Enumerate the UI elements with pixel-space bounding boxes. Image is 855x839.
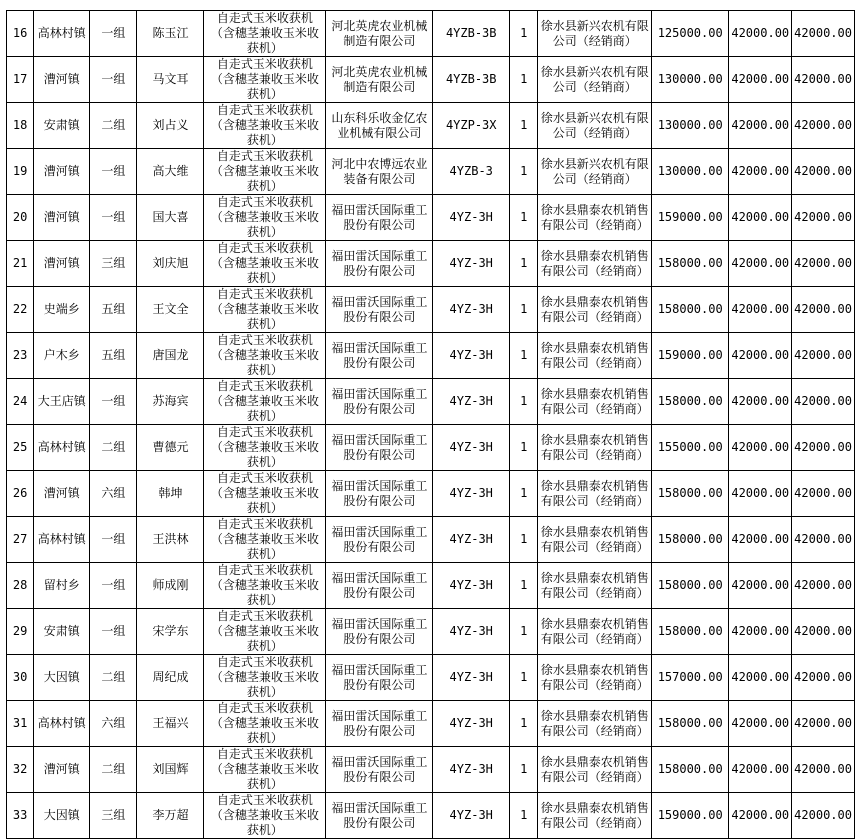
group-cell: 一组 — [90, 149, 137, 195]
group-cell: 一组 — [90, 609, 137, 655]
quantity-cell: 1 — [509, 103, 537, 149]
quantity-cell: 1 — [509, 287, 537, 333]
town-cell: 漕河镇 — [34, 471, 90, 517]
model-cell: 4YZ-3H — [433, 241, 510, 287]
machine-cell: 自走式玉米收获机（含穗茎兼收玉米收获机） — [204, 149, 326, 195]
dealer-cell: 徐水县鼎泰农机销售有限公司（经销商） — [538, 517, 652, 563]
name-cell: 曹德元 — [137, 425, 204, 471]
machine-cell: 自走式玉米收获机（含穗茎兼收玉米收获机） — [204, 57, 326, 103]
quantity-cell: 1 — [509, 701, 537, 747]
group-cell: 二组 — [90, 747, 137, 793]
maker-cell: 福田雷沃国际重工股份有限公司 — [326, 609, 433, 655]
table-row — [7, 563, 855, 609]
quantity-cell: 1 — [509, 471, 537, 517]
row-number: 22 — [7, 287, 34, 333]
town-cell: 安肃镇 — [34, 103, 90, 149]
row-number: 21 — [7, 241, 34, 287]
name-cell: 高大维 — [137, 149, 204, 195]
table-row — [7, 287, 855, 333]
name-cell: 国大喜 — [137, 195, 204, 241]
machine-cell: 自走式玉米收获机（含穗茎兼收玉米收获机） — [204, 747, 326, 793]
quantity-cell: 1 — [509, 149, 537, 195]
dealer-cell: 徐水县鼎泰农机销售有限公司（经销商） — [538, 793, 652, 839]
subsidy-total-cell: 42000.00 — [792, 609, 855, 655]
row-number: 16 — [7, 11, 34, 57]
dealer-cell: 徐水县新兴农机有限公司（经销商） — [538, 57, 652, 103]
subsidy-cell: 42000.00 — [729, 241, 792, 287]
subsidy-total-cell: 42000.00 — [792, 793, 855, 839]
maker-cell: 山东科乐收金亿农业机械有限公司 — [326, 103, 433, 149]
maker-cell: 福田雷沃国际重工股份有限公司 — [326, 747, 433, 793]
price-cell: 158000.00 — [652, 241, 729, 287]
price-cell: 159000.00 — [652, 195, 729, 241]
town-cell: 漕河镇 — [34, 57, 90, 103]
machine-cell: 自走式玉米收获机（含穗茎兼收玉米收获机） — [204, 195, 326, 241]
subsidy-cell: 42000.00 — [729, 103, 792, 149]
model-cell: 4YZB-3B — [433, 11, 510, 57]
town-cell: 大王店镇 — [34, 379, 90, 425]
subsidy-total-cell: 42000.00 — [792, 425, 855, 471]
town-cell: 高林村镇 — [34, 701, 90, 747]
dealer-cell: 徐水县鼎泰农机销售有限公司（经销商） — [538, 701, 652, 747]
maker-cell: 福田雷沃国际重工股份有限公司 — [326, 333, 433, 379]
maker-cell: 福田雷沃国际重工股份有限公司 — [326, 379, 433, 425]
town-cell: 漕河镇 — [34, 195, 90, 241]
town-cell: 史端乡 — [34, 287, 90, 333]
table-row — [7, 609, 855, 655]
name-cell: 陈玉江 — [137, 11, 204, 57]
model-cell: 4YZ-3H — [433, 747, 510, 793]
quantity-cell: 1 — [509, 379, 537, 425]
model-cell: 4YZ-3H — [433, 563, 510, 609]
subsidy-cell: 42000.00 — [729, 609, 792, 655]
group-cell: 六组 — [90, 471, 137, 517]
maker-cell: 福田雷沃国际重工股份有限公司 — [326, 195, 433, 241]
group-cell: 一组 — [90, 11, 137, 57]
town-cell: 高林村镇 — [34, 11, 90, 57]
model-cell: 4YZ-3H — [433, 517, 510, 563]
table-row — [7, 195, 855, 241]
row-number: 20 — [7, 195, 34, 241]
row-number: 23 — [7, 333, 34, 379]
row-number: 30 — [7, 655, 34, 701]
price-cell: 158000.00 — [652, 609, 729, 655]
name-cell: 刘庆旭 — [137, 241, 204, 287]
model-cell: 4YZ-3H — [433, 471, 510, 517]
group-cell: 六组 — [90, 701, 137, 747]
table-row — [7, 57, 855, 103]
subsidy-total-cell: 42000.00 — [792, 379, 855, 425]
maker-cell: 福田雷沃国际重工股份有限公司 — [326, 563, 433, 609]
machine-cell: 自走式玉米收获机（含穗茎兼收玉米收获机） — [204, 563, 326, 609]
group-cell: 五组 — [90, 333, 137, 379]
dealer-cell: 徐水县鼎泰农机销售有限公司（经销商） — [538, 379, 652, 425]
subsidy-total-cell: 42000.00 — [792, 57, 855, 103]
maker-cell: 福田雷沃国际重工股份有限公司 — [326, 425, 433, 471]
table-row — [7, 11, 855, 57]
maker-cell: 河北英虎农业机械制造有限公司 — [326, 11, 433, 57]
name-cell: 王文全 — [137, 287, 204, 333]
machine-cell: 自走式玉米收获机（含穗茎兼收玉米收获机） — [204, 701, 326, 747]
dealer-cell: 徐水县鼎泰农机销售有限公司（经销商） — [538, 471, 652, 517]
price-cell: 158000.00 — [652, 471, 729, 517]
price-cell: 158000.00 — [652, 747, 729, 793]
price-cell: 159000.00 — [652, 333, 729, 379]
row-number: 17 — [7, 57, 34, 103]
model-cell: 4YZB-3 — [433, 149, 510, 195]
subsidy-total-cell: 42000.00 — [792, 655, 855, 701]
subsidy-cell: 42000.00 — [729, 701, 792, 747]
name-cell: 刘国辉 — [137, 747, 204, 793]
row-number: 19 — [7, 149, 34, 195]
price-cell: 158000.00 — [652, 379, 729, 425]
table-row — [7, 747, 855, 793]
table-row — [7, 149, 855, 195]
town-cell: 漕河镇 — [34, 241, 90, 287]
dealer-cell: 徐水县新兴农机有限公司（经销商） — [538, 149, 652, 195]
town-cell: 大因镇 — [34, 793, 90, 839]
subsidy-cell: 42000.00 — [729, 471, 792, 517]
quantity-cell: 1 — [509, 655, 537, 701]
dealer-cell: 徐水县鼎泰农机销售有限公司（经销商） — [538, 563, 652, 609]
quantity-cell: 1 — [509, 333, 537, 379]
subsidy-total-cell: 42000.00 — [792, 287, 855, 333]
quantity-cell: 1 — [509, 793, 537, 839]
subsidy-cell: 42000.00 — [729, 655, 792, 701]
machine-cell: 自走式玉米收获机（含穗茎兼收玉米收获机） — [204, 333, 326, 379]
subsidy-total-cell: 42000.00 — [792, 195, 855, 241]
dealer-cell: 徐水县新兴农机有限公司（经销商） — [538, 11, 652, 57]
group-cell: 一组 — [90, 379, 137, 425]
machine-cell: 自走式玉米收获机（含穗茎兼收玉米收获机） — [204, 103, 326, 149]
subsidy-cell: 42000.00 — [729, 333, 792, 379]
table-row — [7, 655, 855, 701]
name-cell: 苏海宾 — [137, 379, 204, 425]
table-row — [7, 241, 855, 287]
model-cell: 4YZP-3X — [433, 103, 510, 149]
town-cell: 留村乡 — [34, 563, 90, 609]
dealer-cell: 徐水县新兴农机有限公司（经销商） — [538, 103, 652, 149]
machine-cell: 自走式玉米收获机（含穗茎兼收玉米收获机） — [204, 609, 326, 655]
dealer-cell: 徐水县鼎泰农机销售有限公司（经销商） — [538, 655, 652, 701]
town-cell: 大因镇 — [34, 655, 90, 701]
model-cell: 4YZ-3H — [433, 195, 510, 241]
row-number: 27 — [7, 517, 34, 563]
name-cell: 唐国龙 — [137, 333, 204, 379]
price-cell: 158000.00 — [652, 701, 729, 747]
table-row — [7, 103, 855, 149]
subsidy-total-cell: 42000.00 — [792, 471, 855, 517]
price-cell: 130000.00 — [652, 149, 729, 195]
price-cell: 158000.00 — [652, 563, 729, 609]
group-cell: 三组 — [90, 241, 137, 287]
name-cell: 韩坤 — [137, 471, 204, 517]
group-cell: 一组 — [90, 517, 137, 563]
quantity-cell: 1 — [509, 609, 537, 655]
name-cell: 宋学东 — [137, 609, 204, 655]
maker-cell: 河北中农博远农业装备有限公司 — [326, 149, 433, 195]
price-cell: 158000.00 — [652, 517, 729, 563]
row-number: 31 — [7, 701, 34, 747]
town-cell: 漕河镇 — [34, 747, 90, 793]
model-cell: 4YZ-3H — [433, 287, 510, 333]
subsidy-total-cell: 42000.00 — [792, 333, 855, 379]
table-row — [7, 701, 855, 747]
table-row — [7, 425, 855, 471]
subsidy-cell: 42000.00 — [729, 747, 792, 793]
maker-cell: 福田雷沃国际重工股份有限公司 — [326, 655, 433, 701]
dealer-cell: 徐水县鼎泰农机销售有限公司（经销商） — [538, 609, 652, 655]
row-number: 32 — [7, 747, 34, 793]
subsidy-cell: 42000.00 — [729, 287, 792, 333]
maker-cell: 福田雷沃国际重工股份有限公司 — [326, 793, 433, 839]
subsidy-cell: 42000.00 — [729, 425, 792, 471]
subsidy-cell: 42000.00 — [729, 149, 792, 195]
model-cell: 4YZ-3H — [433, 379, 510, 425]
maker-cell: 福田雷沃国际重工股份有限公司 — [326, 287, 433, 333]
row-number: 33 — [7, 793, 34, 839]
maker-cell: 福田雷沃国际重工股份有限公司 — [326, 241, 433, 287]
dealer-cell: 徐水县鼎泰农机销售有限公司（经销商） — [538, 333, 652, 379]
dealer-cell: 徐水县鼎泰农机销售有限公司（经销商） — [538, 747, 652, 793]
town-cell: 漕河镇 — [34, 149, 90, 195]
model-cell: 4YZ-3H — [433, 609, 510, 655]
group-cell: 五组 — [90, 287, 137, 333]
maker-cell: 福田雷沃国际重工股份有限公司 — [326, 517, 433, 563]
group-cell: 二组 — [90, 103, 137, 149]
machine-cell: 自走式玉米收获机（含穗茎兼收玉米收获机） — [204, 655, 326, 701]
row-number: 28 — [7, 563, 34, 609]
model-cell: 4YZ-3H — [433, 655, 510, 701]
name-cell: 王洪林 — [137, 517, 204, 563]
machine-cell: 自走式玉米收获机（含穗茎兼收玉米收获机） — [204, 241, 326, 287]
subsidy-cell: 42000.00 — [729, 57, 792, 103]
subsidy-cell: 42000.00 — [729, 11, 792, 57]
table-row — [7, 517, 855, 563]
row-number: 25 — [7, 425, 34, 471]
group-cell: 二组 — [90, 425, 137, 471]
group-cell: 一组 — [90, 57, 137, 103]
name-cell: 李万超 — [137, 793, 204, 839]
model-cell: 4YZ-3H — [433, 701, 510, 747]
price-cell: 155000.00 — [652, 425, 729, 471]
quantity-cell: 1 — [509, 195, 537, 241]
name-cell: 师成刚 — [137, 563, 204, 609]
machine-cell: 自走式玉米收获机（含穗茎兼收玉米收获机） — [204, 425, 326, 471]
group-cell: 一组 — [90, 563, 137, 609]
town-cell: 高林村镇 — [34, 517, 90, 563]
quantity-cell: 1 — [509, 57, 537, 103]
subsidy-table — [6, 10, 855, 839]
name-cell: 王福兴 — [137, 701, 204, 747]
dealer-cell: 徐水县鼎泰农机销售有限公司（经销商） — [538, 241, 652, 287]
quantity-cell: 1 — [509, 11, 537, 57]
quantity-cell: 1 — [509, 747, 537, 793]
price-cell: 157000.00 — [652, 655, 729, 701]
price-cell: 125000.00 — [652, 11, 729, 57]
model-cell: 4YZ-3H — [433, 425, 510, 471]
maker-cell: 福田雷沃国际重工股份有限公司 — [326, 701, 433, 747]
subsidy-cell: 42000.00 — [729, 195, 792, 241]
subsidy-total-cell: 42000.00 — [792, 11, 855, 57]
subsidy-total-cell: 42000.00 — [792, 747, 855, 793]
dealer-cell: 徐水县鼎泰农机销售有限公司（经销商） — [538, 287, 652, 333]
subsidy-total-cell: 42000.00 — [792, 563, 855, 609]
price-cell: 130000.00 — [652, 57, 729, 103]
table-row — [7, 793, 855, 839]
subsidy-total-cell: 42000.00 — [792, 241, 855, 287]
model-cell: 4YZ-3H — [433, 793, 510, 839]
subsidy-total-cell: 42000.00 — [792, 701, 855, 747]
row-number: 26 — [7, 471, 34, 517]
quantity-cell: 1 — [509, 241, 537, 287]
dealer-cell: 徐水县鼎泰农机销售有限公司（经销商） — [538, 195, 652, 241]
name-cell: 马文耳 — [137, 57, 204, 103]
quantity-cell: 1 — [509, 517, 537, 563]
machine-cell: 自走式玉米收获机（含穗茎兼收玉米收获机） — [204, 471, 326, 517]
price-cell: 130000.00 — [652, 103, 729, 149]
subsidy-total-cell: 42000.00 — [792, 517, 855, 563]
name-cell: 刘占义 — [137, 103, 204, 149]
town-cell: 安肃镇 — [34, 609, 90, 655]
table-row — [7, 333, 855, 379]
subsidy-cell: 42000.00 — [729, 563, 792, 609]
price-cell: 158000.00 — [652, 287, 729, 333]
subsidy-total-cell: 42000.00 — [792, 149, 855, 195]
model-cell: 4YZ-3H — [433, 333, 510, 379]
machine-cell: 自走式玉米收获机（含穗茎兼收玉米收获机） — [204, 11, 326, 57]
subsidy-cell: 42000.00 — [729, 517, 792, 563]
quantity-cell: 1 — [509, 425, 537, 471]
row-number: 29 — [7, 609, 34, 655]
model-cell: 4YZB-3B — [433, 57, 510, 103]
row-number: 24 — [7, 379, 34, 425]
town-cell: 高林村镇 — [34, 425, 90, 471]
dealer-cell: 徐水县鼎泰农机销售有限公司（经销商） — [538, 425, 652, 471]
subsidy-total-cell: 42000.00 — [792, 103, 855, 149]
machine-cell: 自走式玉米收获机（含穗茎兼收玉米收获机） — [204, 517, 326, 563]
maker-cell: 福田雷沃国际重工股份有限公司 — [326, 471, 433, 517]
machine-cell: 自走式玉米收获机（含穗茎兼收玉米收获机） — [204, 793, 326, 839]
group-cell: 一组 — [90, 195, 137, 241]
town-cell: 户木乡 — [34, 333, 90, 379]
table-row — [7, 379, 855, 425]
machine-cell: 自走式玉米收获机（含穗茎兼收玉米收获机） — [204, 379, 326, 425]
price-cell: 159000.00 — [652, 793, 729, 839]
group-cell: 三组 — [90, 793, 137, 839]
subsidy-cell: 42000.00 — [729, 379, 792, 425]
group-cell: 二组 — [90, 655, 137, 701]
subsidy-cell: 42000.00 — [729, 793, 792, 839]
maker-cell: 河北英虎农业机械制造有限公司 — [326, 57, 433, 103]
quantity-cell: 1 — [509, 563, 537, 609]
row-number: 18 — [7, 103, 34, 149]
name-cell: 周纪成 — [137, 655, 204, 701]
table-row — [7, 471, 855, 517]
table-body — [7, 11, 855, 839]
machine-cell: 自走式玉米收获机（含穗茎兼收玉米收获机） — [204, 287, 326, 333]
